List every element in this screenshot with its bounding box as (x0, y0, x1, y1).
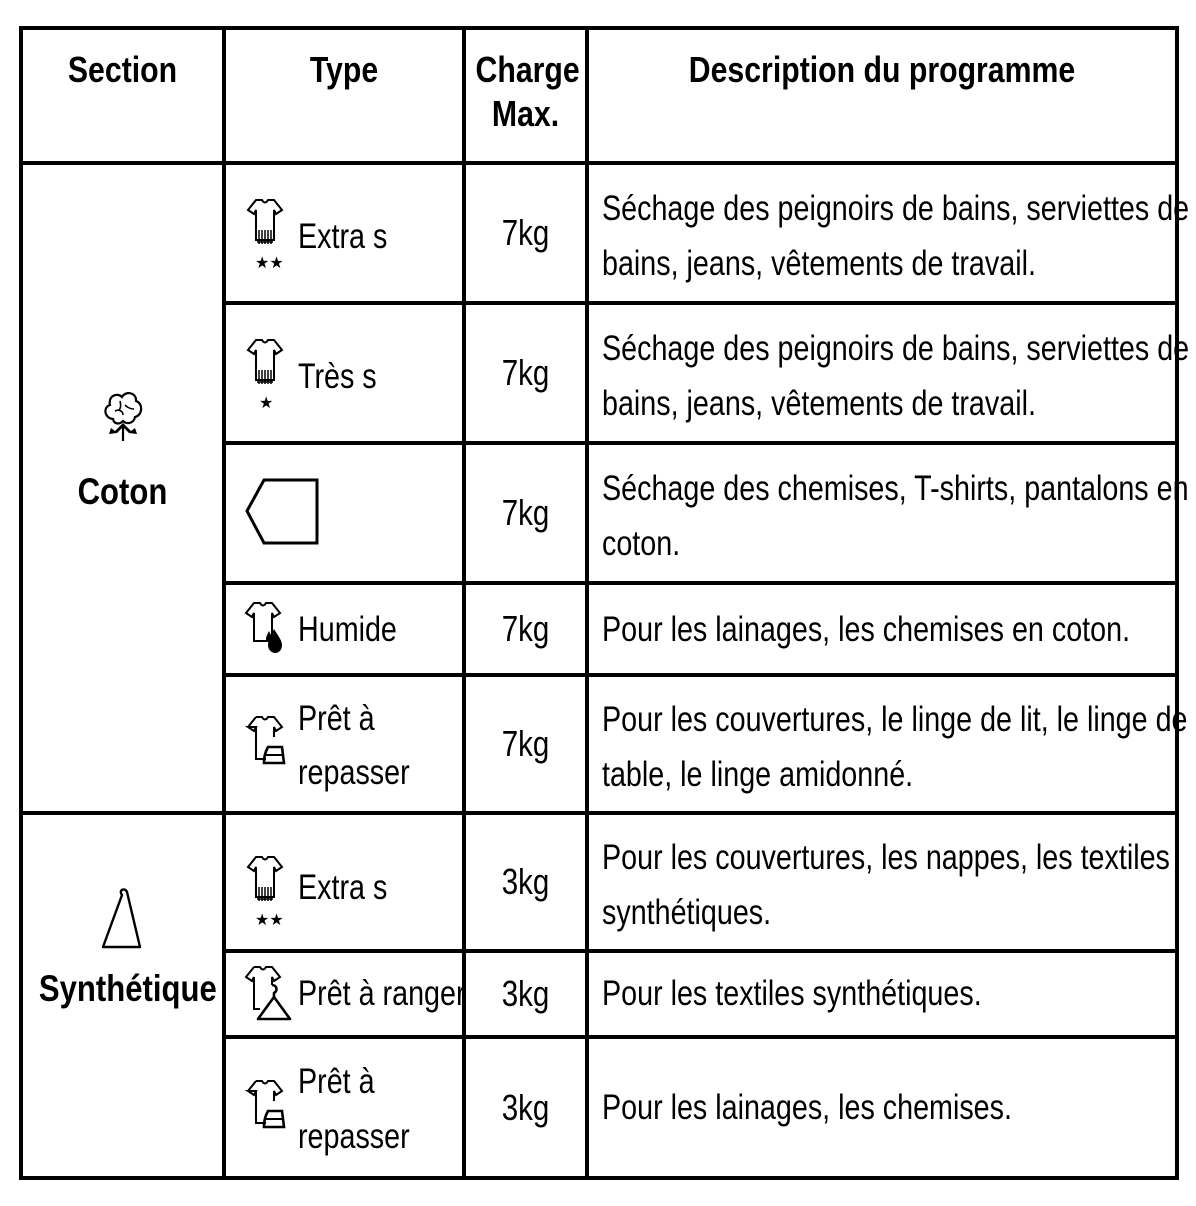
shirt-two-stars-icon (246, 853, 284, 935)
shirt-one-star-icon (246, 336, 284, 418)
description-cell (589, 445, 1189, 581)
description-cell (589, 1039, 1175, 1176)
description-line: Pour les couvertures, le linge de lit, le linge de (602, 700, 1188, 739)
description-cell (589, 585, 1175, 673)
description-line: Séchage des peignoirs de bains, serviettes de (602, 329, 1190, 368)
description-line: bains, jeans, vêtements de travail. (602, 384, 1036, 423)
synthetic-triangle-icon (100, 887, 144, 953)
description-line: Séchage des chemises, T-shirts, pantalons en (602, 469, 1189, 508)
program-type: Prêt à ranger (298, 974, 466, 1013)
description-line: coton. (602, 524, 681, 563)
program-type: Prêt à (298, 699, 375, 738)
section-synthetique (23, 815, 222, 1176)
header-type: Type (309, 49, 379, 90)
svg-text:★★: ★★ (255, 910, 284, 929)
load-cell: 7kg (501, 352, 550, 393)
svg-text:★★: ★★ (255, 253, 284, 272)
description-line: Pour les textiles synthétiques. (602, 974, 982, 1013)
description-cell (589, 165, 1190, 301)
shirt-two-stars-icon (246, 196, 284, 278)
load-cell: 3kg (501, 1087, 550, 1128)
load-cell: 3kg (501, 973, 550, 1014)
cotton-flower-icon (101, 387, 145, 447)
description-cell (589, 305, 1190, 441)
description-line: bains, jeans, vêtements de travail. (602, 244, 1036, 283)
shirt-iron-icon (246, 1077, 290, 1141)
section-name-synthetique: Synthétique (38, 968, 217, 1009)
load-cell: 3kg (501, 861, 550, 902)
description-cell (589, 815, 1175, 949)
header-description: Description du programme (688, 49, 1076, 90)
shirt-iron-icon (246, 713, 290, 777)
description-line: Pour les lainages, les chemises. (602, 1088, 1012, 1127)
program-type: Extra s (298, 868, 388, 907)
load-cell: 7kg (501, 608, 550, 649)
header-charge-line1: Charge (475, 49, 580, 90)
description-line: table, le linge amidonné. (602, 755, 914, 794)
tag-pentagon-icon (244, 477, 320, 547)
section-coton (23, 165, 222, 811)
program-type-line2: repasser (298, 753, 410, 792)
header-section: Section (67, 49, 178, 90)
load-cell: 7kg (501, 492, 550, 533)
header-charge-line2: Max. (491, 93, 560, 134)
program-type: Très s (298, 357, 377, 396)
program-table (19, 26, 1190, 1180)
description-cell (589, 677, 1188, 811)
section-name-coton: Coton (77, 471, 168, 512)
load-cell: 7kg (501, 212, 550, 253)
program-type-line2: repasser (298, 1117, 410, 1156)
description-line: Séchage des peignoirs de bains, serviettes de (602, 189, 1190, 228)
svg-text:★: ★ (259, 393, 274, 412)
program-type: Extra s (298, 217, 388, 256)
description-line: synthétiques. (602, 893, 772, 932)
description-line: Pour les lainages, les chemises en coton. (602, 610, 1131, 649)
description-line: Pour les couvertures, les nappes, les textiles (602, 838, 1170, 877)
header-charge (475, 48, 580, 136)
description-cell (589, 953, 1175, 1035)
program-type: Prêt à (298, 1062, 375, 1101)
shirt-hanger-icon (244, 963, 294, 1027)
program-type: Humide (298, 610, 397, 649)
shirt-drop-icon (244, 599, 288, 659)
load-cell: 7kg (501, 723, 550, 764)
